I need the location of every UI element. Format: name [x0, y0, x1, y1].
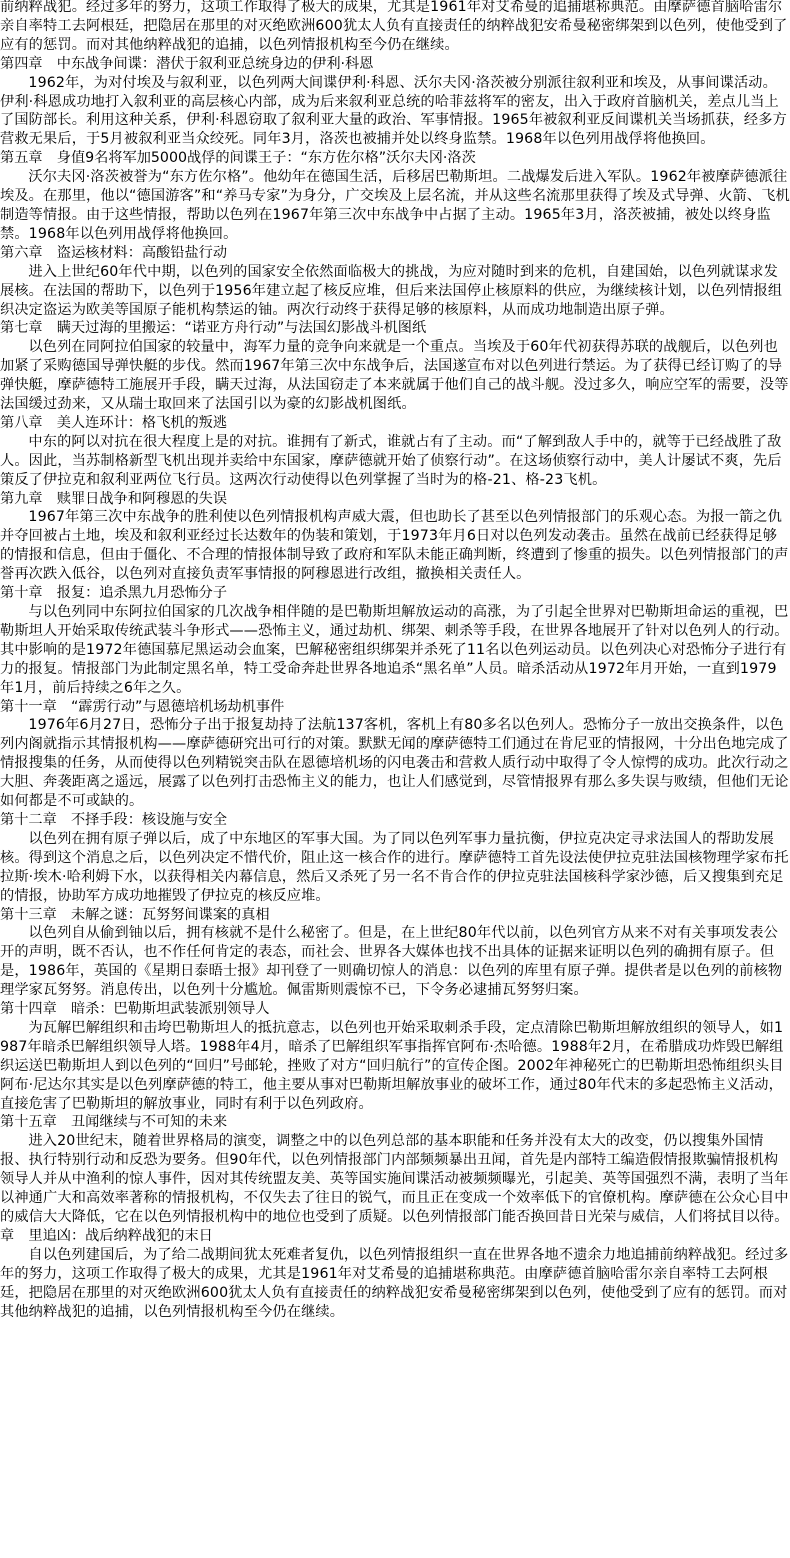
- chapter-heading: 第七章 瞒天过海的里搬运：“诺亚方舟行动”与法国幻影战斗机图纸: [0, 320, 427, 337]
- body-paragraph: 沃尔夫冈·洛茨被誉为“东方佐尔格”。他幼年在德国生活，后移居巴勒斯坦。二战爆发后进入军队。1962年被摩萨德派往埃及。在那里，他以“德国游客”和“养马专家”为身分，广交埃及上层名流，并从这些名流那里获得了埃及式导弹、火箭、飞机制造等情报。由于这些情报，帮助以色列在1967年第三次中东战争中占据了主动。1965年3月，洛茨被捕，被处以终身监禁。1968年以色列用战俘将他换回。: [0, 169, 790, 242]
- body-paragraph: 进入20世纪末，随着世界格局的演变，调整之中的以色列总部的基本职能和任务并没有太大的改变，仍以搜集外国情报、执行特别行动和反恐为要务。但90年代，以色列情报部门内部频频暴出丑闻，首先是内部特工编造假情报欺骗情报机构领导人并从中渔利的惊人事件，因对其传统盟友美、英等国实施间谍活动被频频曝光，引起美、英等国强烈不满，表明了当年以神通广大和高效率著称的情报机构，不仅失去了往日的锐气，而且正在变成一个效率低下的官僚机构。摩萨德在公众心目中的威信大大降低，它在以色列情报机构中的地位也受到了质疑。以色列情报部门能否换回昔日光荣与威信，人们将拭目以待。: [0, 1133, 789, 1225]
- body-paragraph: 以色列在拥有原子弹以后，成了中东地区的军事大国。为了同以色列军事力量抗衡，伊拉克决定寻求法国人的帮助发展核。得到这个消息之后，以色列决定不惜代价，阻止这一核合作的进行。摩萨德特工首先设法使伊拉克驻法国核物理学家布托拉斯·埃木·哈利姆下水，以获得相关内幕信息，然后又杀死了另一名不肯合作的伊拉克驻法国核科学家沙德，后又搜集到充足的情报，协助军方成功地摧毁了伊拉克的核反应堆。: [0, 830, 789, 904]
- chapter-heading: 第四章 中东战争间谍：潜伏于叙利亚总统身边的伊利·科恩: [0, 55, 374, 72]
- chapter-heading: 第六章 盗运核材料：高酸铅盐行动: [0, 244, 228, 261]
- chapter-heading: 第十一章 “霹雳行动”与恩德培机场劫机事件: [0, 698, 285, 715]
- body-paragraph: 以色列自从偷到铀以后，拥有核就不是什么秘密了。但是，在上世纪80年代以前，以色列官方从来不对有关事项发表公开的声明，既不否认，也不作任何肯定的表态，而社会、世界各大媒体也找不出具体的证据来证明以色列的确拥有原子。但是，1986年，英国的《星期日泰晤士报》却刊登了一则确切惊人的消息：以色列的库里有原子弹。提供者是以色列的前核物理学家瓦努努。消息传出，以色列十分尴尬。佩雷斯则震惊不已，下令务必逮捕瓦努努归案。: [0, 925, 783, 999]
- chapter-heading: 第十五章 丑闻继续与不可知的未来: [0, 1114, 228, 1131]
- body-paragraph: 1962年，为对付埃及与叙利亚，以色列两大间谍伊利·科恩、沃尔夫冈·洛茨被分别派往叙利亚和埃及，从事间谍活动。伊利·科恩成功地打入叙利亚的高层核心内部，成为后来叙利亚总统的哈菲兹将军的密友，出入于政府首脑机关，差点儿当上了国防部长。利用这种关系，伊利·科恩窃取了叙利亚大量的政治、军事情报。1965年被叙利亚反间谍机关当场抓获，经多方营救无果后，于5月被叙利亚当众绞死。同年3月，洛茨也被捕并处以终身监禁。1968年以色列用战俘将他换回。: [0, 74, 787, 148]
- chapter-heading: 章 里追凶：战后纳粹战犯的末日: [0, 1227, 213, 1244]
- body-paragraph: 1976年6月27日，恐怖分子出于报复劫持了法航137客机，客机上有80多名以色列人。恐怖分子一放出交换条件，以色列内阁就指示其情报机构——摩萨德研究出可行的对策。默默无闻的摩萨德特工们通过在肯尼亚的情报网，十分出色地完成了情报搜集的任务，从而使得以色列精锐突击队在恩德培机场的闪电袭击和营救人质行动中取得了令人惊愕的成功。此次行动之大胆、奔袭距离之遥远，展露了以色列打击恐怖主义的能力，也让人们感觉到，尽管情报界有那么多失误与败绩，但他们无论如何都是不可或缺的。: [0, 717, 789, 810]
- chapter-heading: 第五章 身值9名将军加5000战俘的间谍王子：“东方佐尔格”沃尔夫冈·洛茨: [0, 150, 476, 167]
- body-paragraph: 1967年第三次中东战争的胜利使以色列情报机构声威大震，但也助长了甚至以色列情报部门的乐观心态。为报一箭之仇并夺回被占土地，埃及和叙利亚经过长达数年的伪装和策划，于1973年月6日对以色列发动袭击。虽然在战前已经获得足够的情报和信息，但由于僵化、不合理的情报体制导致了政府和军队未能正确判断，终遭到了惨重的损失。以色列情报部门的声誉再次跌入低谷，以色列对直接负责军事情报的阿穆恩进行改组，撤换相关责任人。: [0, 509, 789, 583]
- chapter-heading: 第十四章 暗杀：巴勒斯坦武装派别领导人: [0, 1001, 270, 1018]
- body-paragraph: 以色列在同阿拉伯国家的较量中，海军力量的竞争向来就是一个重点。当埃及于60年代初获得苏联的战舰后，以色列也加紧了采购德国导弹快艇的步伐。然而1967年第三次中东战争后，法国遂宣布对以色列进行禁运。为了获得已经订购了的导弹快艇，摩萨德特工施展开手段，瞒天过海，从法国窃走了本来就属于他们自己的战斗舰。没过多久，响应空军的需要，没等法国缓过劲来，又从瑞士取回来了法国引以为豪的幻影战机图纸。: [0, 339, 789, 413]
- body-paragraph: 自以色列建国后，为了给二战期间犹太死难者复仇，以色列情报组织一直在世界各地不遗余力地追捕前纳粹战犯。经过多年的努力，这项工作取得了极大的成果，尤其是1961年对艾希曼的追捕堪称典范。由摩萨德首脑哈雷尔亲自率特工去阿根廷，把隐居在那里的对灭绝欧洲600犹太人负有直接责任的纳粹战犯安希曼秘密绑架到以色列，使他受到了应有的惩罚。而对其他纳粹战犯的追捕，以色列情报机构至今仍在继续。: [0, 1246, 789, 1320]
- body-paragraph: 与以色列同中东阿拉伯国家的几次战争相伴随的是巴勒斯坦解放运动的高涨，为了引起全世界对巴勒斯坦命运的重视，巴勒斯坦人开始采取传统武装斗争形式——恐怖主义，通过劫机、绑架、刺杀等手段，在世界各地展开了针对以色列人的行动。其中影响的是1972年德国慕尼黑运动会血案，巴解秘密组织绑架并杀死了11名以色列运动员。以色列决心对恐怖分子进行有力的报复。情报部门为此制定黑名单，特工受命奔赴世界各地追杀“黑名单”人员。暗杀活动从1972年月开始，一直到1979年1月，前后持续之6年之久。: [0, 604, 789, 696]
- chapter-heading: 第十二章 不择手段：核设施与安全: [0, 811, 228, 828]
- body-paragraph: 为瓦解巴解组织和击垮巴勒斯坦人的抵抗意志，以色列也开始采取刺杀手段，定点清除巴勒斯坦解放组织的领导人，如1987年暗杀巴解组织领导人塔。1988年4月，暗杀了巴解组织军事指挥官阿布·杰哈德。1988年2月，在希腊成功炸毁巴解组织运送巴勒斯坦人到以色列的“回归”号邮轮，挫败了对方“回归航行”的宣传企图。2002年神秘死亡的巴勒斯坦恐怖组织头目阿布·尼达尔其实是以色列摩萨德的特工，他主要从事对巴勒斯坦解放事业的破坏工作，通过80年代末的多起恐怖主义活动，直接危害了巴勒斯坦的解放事业，同时有利于以色列政府。: [0, 1019, 784, 1112]
- body-paragraph: 中东的阿以对抗在很大程度上是的对抗。谁拥有了新式，谁就占有了主动。而“了解到敌人手中的，就等于已经战胜了敌人。因此，当苏制格新型飞机出现并卖给中东国家，摩萨德就开始了侦察行动”。在这场侦察行动中，美人计屡试不爽，先后策反了伊拉克和叙利亚两位飞行员。这两次行动使得以色列掌握了当时为的格-21、格-23飞机。: [0, 433, 782, 488]
- chapter-heading: 第八章 美人连环计：格飞机的叛逃: [0, 414, 228, 431]
- chapter-heading: 第十章 报复：追杀黑九月恐怖分子: [0, 585, 228, 602]
- chapter-heading: 第九章 赎罪日战争和阿穆恩的失误: [0, 490, 228, 507]
- body-paragraph: 前纳粹战犯。经过多年的努力，这项工作取得了极大的成果，尤其是1961年对艾希曼的追捕堪称典范。由摩萨德首脑哈雷尔亲自率特工去阿根廷，把隐居在那里的对灭绝欧洲600犹太人负有直接责任的纳粹战犯安希曼秘密绑架到以色列，使他受到了应有的惩罚。而对其他纳粹战犯的追捕，以色列情报机构至今仍在继续。: [0, 0, 788, 53]
- body-paragraph: 进入上世纪60年代中期，以色列的国家安全依然面临极大的挑战，为应对随时到来的危机，自建国始，以色列就谋求发展核。在法国的帮助下，以色列于1956年建立起了核反应堆，但后来法国停止核原料的供应，为继续核计划，以色列情报组织决定盗运为欧美等国原子能机构禁运的铀。两次行动终于获得足够的核原料，从而成功地制造出原子弹。: [0, 263, 783, 318]
- chapter-heading: 第十三章 未解之谜：瓦努努间谍案的真相: [0, 906, 270, 923]
